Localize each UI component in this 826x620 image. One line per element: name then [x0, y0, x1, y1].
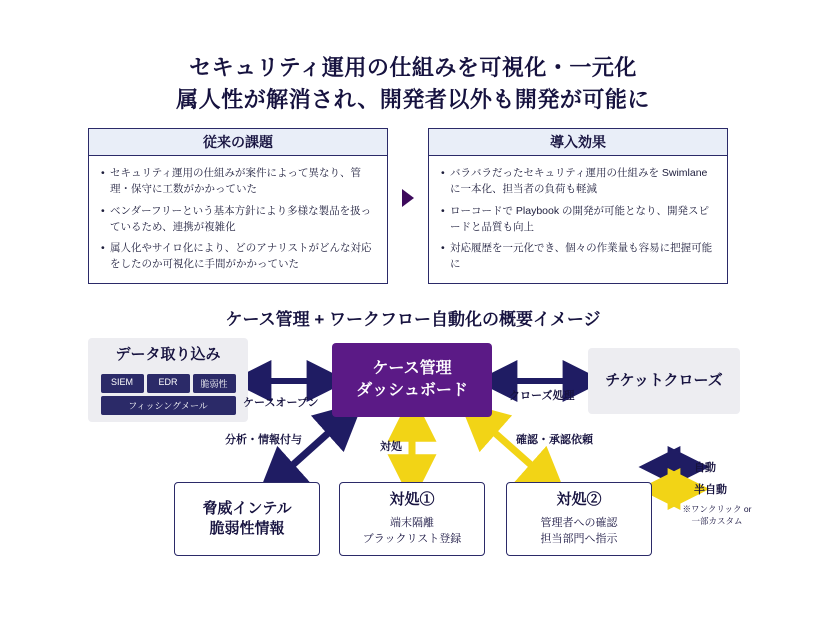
- legend-note: [662, 504, 772, 528]
- box-ticket-close-title: チケットクローズ: [605, 371, 723, 389]
- action2-title: 対処②: [556, 491, 602, 509]
- bullet-item: • ローコードで Playbook の開発が可能となり、開発スピードと品質も向上: [441, 203, 717, 236]
- bullet-item: • 対応履歴を一元化でき、個々の作業量も容易に把握可能に: [441, 240, 717, 273]
- page-title-line-1: セキュリティ運用の仕組みを可視化・一元化: [189, 55, 637, 80]
- bullet-item: • バラバラだったセキュリティ運用の仕組みを Swimlane に一本化、担当者の負荷も軽減: [441, 165, 717, 198]
- legend-auto-label: 自動: [694, 462, 716, 474]
- action2-sub-2: 担当部門へ指示: [540, 533, 618, 546]
- ingest-source-chips: [101, 374, 236, 415]
- threat-title-line-1: 脅威インテル: [202, 499, 292, 517]
- arrow-hub-to-action2: [478, 418, 548, 480]
- label-confirm-approval: 確認・承認依頼: [516, 434, 593, 446]
- legend-semi-auto-label: 半自動: [694, 484, 727, 496]
- hub-title-line-2: ダッシュボード: [356, 382, 468, 399]
- action1-title: 対処①: [389, 491, 435, 509]
- action1-sub-2: ブラックリスト登録: [362, 533, 462, 546]
- bullet-item: • ベンダーフリーという基本方針により多様な製品を扱っているため、連携が複雑化: [101, 203, 377, 236]
- panel-current-issues-heading: 従来の課題: [89, 129, 387, 156]
- page-title-line-2: 属人性が解消され、開発者以外も開発が可能に: [176, 86, 650, 112]
- label-close-process: クローズ処理: [509, 390, 575, 402]
- box-action-2[interactable]: [506, 482, 652, 556]
- legend-note-line-2: 一部カスタム: [691, 515, 743, 526]
- chip-siem[interactable]: SIEM: [101, 374, 144, 393]
- legend-note-line-1: ※ワンクリック or: [682, 504, 752, 514]
- chip-vulnerability[interactable]: 脆弱性: [193, 374, 236, 393]
- chip-edr[interactable]: EDR: [147, 374, 190, 393]
- hub-title-line-1: ケース管理: [372, 360, 452, 378]
- box-threat-intel[interactable]: [174, 482, 320, 556]
- box-action-1[interactable]: [339, 482, 485, 556]
- label-analysis: 分析・情報付与: [225, 434, 302, 446]
- panel-benefits-heading: 導入効果: [429, 129, 727, 156]
- action1-sub-1: 端末隔離: [390, 516, 434, 529]
- bullet-item: • 属人化やサイロ化により、どのアナリストがどんな対応をしたのか可視化に手間がかかっていた: [101, 240, 377, 273]
- label-response: 対処: [380, 441, 402, 453]
- action2-sub-1: 管理者への確認: [540, 516, 618, 529]
- diagram-section-title: ケース管理 + ワークフロー自動化の概要イメージ: [225, 310, 601, 329]
- label-case-open: ケースオープン: [243, 397, 319, 409]
- box-ticket-close[interactable]: [588, 348, 740, 414]
- threat-title-line-2: 脆弱性情報: [209, 520, 285, 537]
- box-data-ingest[interactable]: [88, 338, 248, 422]
- box-case-management-dashboard[interactable]: [332, 343, 492, 417]
- chip-phishing-mail[interactable]: フィッシングメール: [101, 396, 236, 415]
- bullet-item: • セキュリティ運用の仕組みが案件によって異なり、管理・保守に工数がかかっていた: [101, 165, 377, 198]
- legend-semi-auto-label-wrap: [694, 481, 727, 497]
- box-data-ingest-title: データ取り込み: [115, 346, 221, 364]
- arrow-threat-to-hub: [276, 418, 345, 480]
- legend-auto-label-wrap: [694, 459, 716, 475]
